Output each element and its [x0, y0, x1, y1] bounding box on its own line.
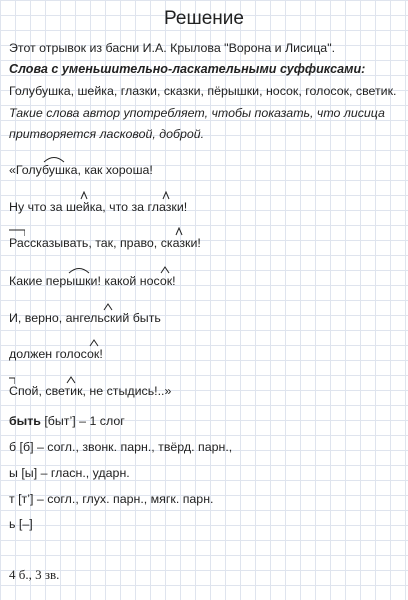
suffix-word — [45, 384, 82, 398]
suffix-word — [148, 200, 184, 214]
root-arc-icon — [68, 266, 90, 274]
verse-line-3 — [9, 236, 201, 250]
section-heading: Слова с уменьшительно-ласкательными суффиксами: — [9, 62, 366, 76]
verse-text: , так, право, — [88, 236, 161, 250]
suffix-caret-icon — [162, 191, 170, 200]
prefix-word — [9, 384, 38, 398]
verse-line-1 — [9, 163, 153, 177]
verse-text: Какие — [9, 274, 46, 288]
verse-text: И, верно, — [9, 311, 66, 325]
verse-text: ! какой — [97, 274, 140, 288]
suffix-word — [140, 274, 172, 288]
suffix-word — [55, 347, 103, 361]
verse-line-4 — [9, 274, 176, 288]
verse-word: глазки — [147, 200, 184, 214]
verse-word: светик — [45, 384, 83, 398]
verse-word: носок — [139, 274, 173, 288]
verse-text: , как хороша! — [77, 163, 153, 177]
verse-text: ! — [197, 236, 201, 250]
phonetic-header — [9, 414, 125, 428]
verse-word: Рассказывать — [9, 236, 89, 250]
prefix-mark-icon — [9, 229, 25, 236]
prefix-mark-icon — [9, 377, 15, 384]
verse-line-7 — [9, 384, 171, 398]
prefix-word — [9, 236, 88, 250]
verse-word: ангельский — [65, 311, 130, 325]
suffix-caret-icon — [80, 191, 88, 200]
intro-text: Этот отрывок из басни И.А. Крылова "Ворона и Лисица". — [9, 41, 336, 55]
verse-line-5 — [9, 311, 161, 325]
verse-line-6 — [9, 347, 103, 361]
verse-text: , что за — [102, 200, 148, 214]
explanation-line-1: Такие слова автор употребляет, чтобы показать, что лисица — [9, 106, 385, 120]
suffix-caret-icon — [160, 265, 170, 274]
suffix-caret-icon — [66, 375, 76, 384]
verse-text: , не стыдись!..» — [82, 384, 172, 398]
verse-word: голосок — [55, 347, 100, 361]
phonetic-row: ы [ы] – гласн., ударн. — [9, 466, 130, 480]
suffix-word — [66, 200, 102, 214]
verse-line-2 — [9, 200, 187, 214]
suffix-caret-icon — [175, 227, 183, 236]
verse-word: сказки — [160, 236, 198, 250]
verse-word: перышки — [45, 274, 98, 288]
suffix-word — [66, 311, 130, 325]
page-title: Решение — [164, 8, 244, 29]
suffix-caret-icon — [89, 338, 99, 347]
verse-text: должен — [9, 347, 56, 361]
verse-text: Ну что за — [9, 200, 66, 214]
summary-count: 4 б., 3 зв. — [9, 567, 60, 582]
root-arc-icon — [43, 155, 65, 163]
verse-text: ! — [99, 347, 103, 361]
verse-text: ! — [183, 200, 188, 214]
phonetic-word: быть — [9, 414, 41, 428]
verse-text: ! — [172, 274, 176, 288]
verse-word: шейка — [65, 200, 103, 214]
word-list: Голубушка, шейка, глазки, сказки, пёрышки, носок, голосок, светик. — [9, 84, 397, 98]
suffix-caret-icon — [103, 302, 113, 311]
suffix-word — [46, 274, 98, 288]
verse-word: Голубушка — [15, 163, 78, 177]
phonetic-row: б [б] – согл., звонк. парн., твёрд. парн., — [9, 440, 233, 454]
verse-word: Спой — [9, 384, 39, 398]
suffix-word — [16, 163, 78, 177]
verse-text: « — [9, 163, 16, 177]
suffix-word — [160, 236, 201, 250]
verse-text: быть — [129, 311, 161, 325]
phonetic-transcription: [быт’] – 1 слог — [40, 414, 125, 428]
explanation-line-2: притворяется ласковой, доброй. — [9, 127, 205, 141]
phonetic-row: т [т’] – согл., глух. парн., мягк. парн. — [9, 492, 214, 506]
verse-text: , — [38, 384, 46, 398]
phonetic-row: ь [–] — [9, 517, 33, 531]
